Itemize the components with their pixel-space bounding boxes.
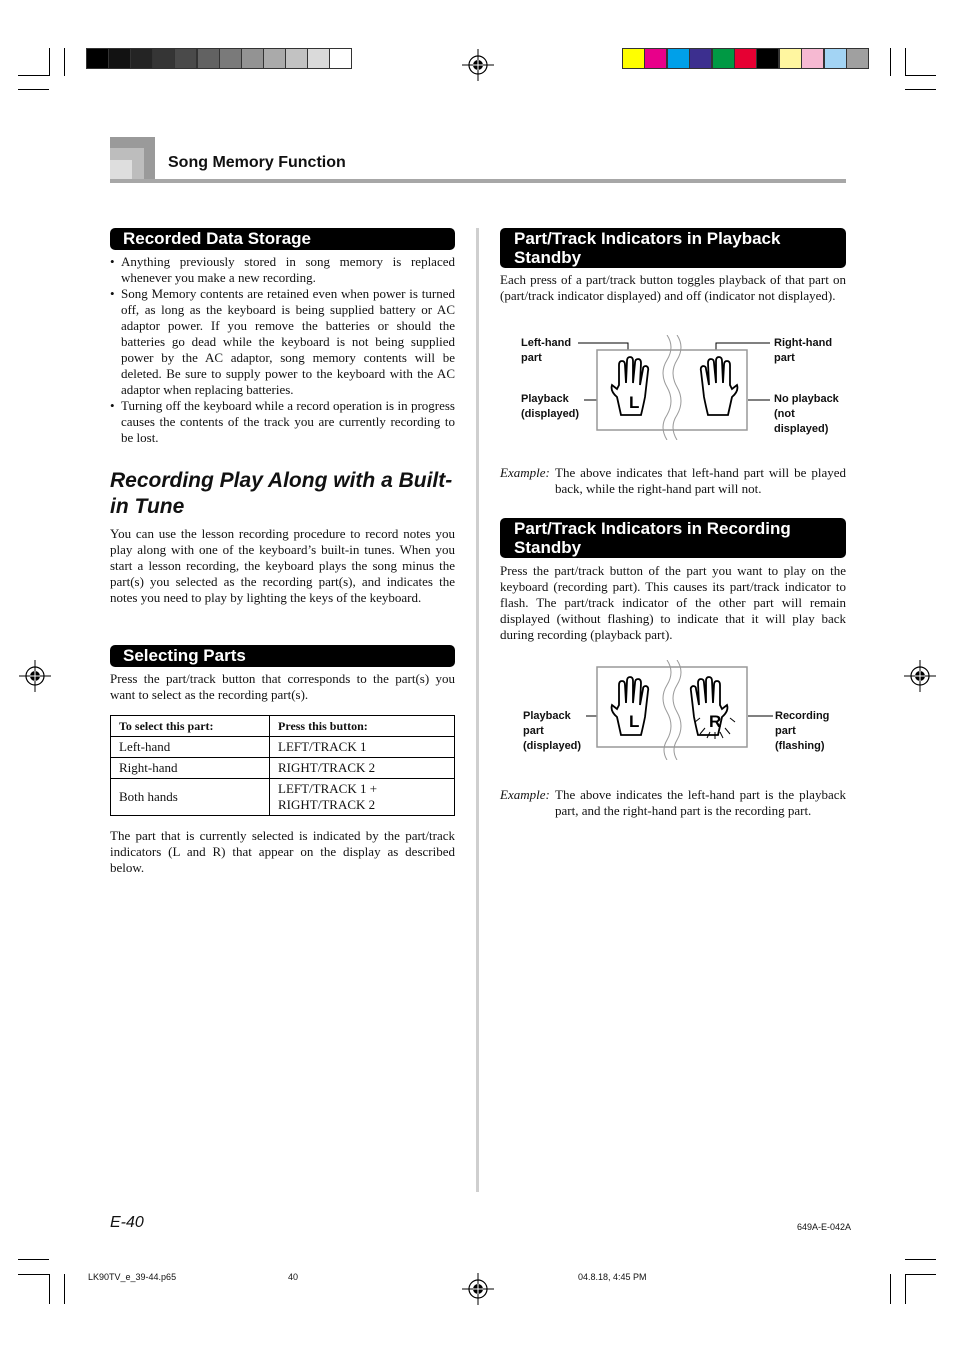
table-row (111, 737, 455, 758)
right-hand-part-label (774, 336, 832, 366)
section-heading-playback-standby (500, 228, 846, 268)
section-heading-selecting-parts: Selecting Parts (110, 645, 455, 667)
recording-example (500, 787, 846, 837)
title-line: in Tune (110, 495, 185, 518)
color-swatch (846, 48, 869, 69)
color-swatch (689, 48, 712, 69)
gray-swatch (174, 48, 197, 69)
playback-body: Each press of a part/track button toggles playback of that part on (part/track indicator displayed) and off (indicator not displayed). (500, 272, 846, 303)
label-line: part (774, 352, 795, 364)
color-swatch (801, 48, 824, 69)
label-line: Right-hand (774, 337, 833, 349)
gray-swatch (307, 48, 330, 69)
recording-display-illustration (570, 660, 775, 760)
table-cell-line: RIGHT/TRACK 2 (278, 797, 376, 812)
table-cell: Right-hand (111, 758, 270, 779)
table-cell: Both hands (111, 779, 270, 816)
section-title-play-along (110, 468, 460, 520)
recording-part-label (775, 709, 829, 754)
page-number: E-40 (110, 1214, 144, 1231)
color-swatch (644, 48, 667, 69)
chapter-title: Song Memory Function (168, 154, 346, 171)
table-cell: LEFT/TRACK 1 (270, 737, 455, 758)
gray-swatch (263, 48, 286, 69)
hand-letter-r: R (709, 712, 722, 731)
gray-swatch (86, 48, 109, 69)
table-cell (270, 779, 455, 816)
bullet-item: • Anything previously stored in song memory is replaced whenever you make a new recording. (110, 254, 455, 286)
label-line: Recording (775, 710, 830, 722)
table-cell-line: LEFT/TRACK 1 + (278, 781, 378, 796)
gray-swatch (219, 48, 242, 69)
label-line: part (521, 352, 542, 364)
playback-example (500, 465, 846, 499)
table-row (111, 758, 455, 779)
label-line: (displayed) (523, 740, 582, 752)
bullet-item: • Song Memory contents are retained even when power is turned off, as long as the keyboard is being supplied battery or AC adaptor power. If you remove the batteries or should the batteries go dead while the keyboard is not being supplied power by the AC adaptor, song memory contents will be deleted. Be sure to supply power to the keyboard with the AC adaptor when replacing batteries. (110, 286, 455, 398)
bullet-item: • Turning off the keyboard while a record operation is in progress causes the contents of the track you are currently recording to be lost. (110, 398, 455, 446)
table-header-cell: Press this button: (270, 716, 455, 737)
gray-swatch (130, 48, 153, 69)
print-timestamp: 04.8.18, 4:45 PM (578, 1272, 647, 1282)
color-swatch (756, 48, 779, 69)
recording-body: Press the part/track button of the part you want to play on the keyboard (recording part). This causes its part/track indicator to flash. The part/track indicator of the other part will remain displayed (without flashing) to indicate that it will play back during recording (playback part). (500, 563, 846, 642)
section-heading-recording-standby (500, 518, 846, 558)
example-label: Example: (500, 465, 550, 480)
heading-line: Standby (514, 538, 582, 557)
gray-swatch (108, 48, 131, 69)
left-hand-part-label (521, 336, 571, 366)
registration-target-left-icon (19, 660, 51, 692)
recorded-storage-bullets (110, 254, 455, 446)
registration-target-right-icon (904, 660, 936, 692)
playback-display-illustration (570, 335, 775, 440)
registration-target-bottom-icon (462, 1273, 494, 1305)
color-swatch (622, 48, 645, 69)
document-code: 649A-E-042A (797, 1222, 852, 1232)
color-swatch (779, 48, 802, 69)
part-button-table (110, 715, 455, 816)
example-text: The above indicates the left-hand part is the playback part, and the right-hand part is the recording part. (555, 787, 846, 818)
example-text: The above indicates that left-hand part will be played back, while the right-hand part will not. (555, 465, 846, 496)
play-along-body: You can use the lesson recording procedure to record notes you play along with one of the keyboard’s built-in tunes. When you start a lesson recording, the keyboard plays the song minus the part(s) you selected as the recording part(s), and indicates the notes you need to play by lighting the keys of the keyboard. (110, 526, 455, 605)
hand-letter-l: L (629, 393, 640, 412)
label-line: displayed) (774, 423, 829, 435)
hand-letter-l: L (629, 712, 640, 731)
column-divider (476, 228, 479, 1192)
gray-swatch (329, 48, 352, 69)
label-line: part (523, 725, 544, 737)
selecting-parts-body: Press the part/track button that corresponds to the part(s) you want to select as the recording part(s). (110, 671, 455, 702)
label-line: Playback (521, 393, 569, 405)
heading-line: Part/Track Indicators in Recording (514, 519, 791, 538)
label-line: (displayed) (521, 408, 580, 420)
color-swatch (734, 48, 757, 69)
file-page: 40 (288, 1272, 299, 1282)
gray-swatch (285, 48, 308, 69)
table-header-row (111, 716, 455, 737)
color-swatch (667, 48, 690, 69)
label-line: No playback (774, 393, 839, 405)
title-line: Recording Play Along with a Built- (110, 469, 453, 492)
heading-line: Standby (514, 248, 582, 267)
registration-target-top-icon (462, 49, 494, 81)
gray-swatch (152, 48, 175, 69)
table-cell: Left-hand (111, 737, 270, 758)
section-heading-recorded-data-storage: Recorded Data Storage (110, 228, 455, 250)
color-swatch (824, 48, 847, 69)
label-line: (not (774, 408, 795, 420)
table-header-cell: To select this part: (111, 716, 270, 737)
label-line: (flashing) (775, 740, 825, 752)
gray-swatch (241, 48, 264, 69)
label-line: Left-hand (521, 337, 572, 349)
label-line: part (775, 725, 796, 737)
file-name: LK90TV_e_39-44.p65 (88, 1272, 177, 1282)
header-rule (110, 179, 846, 183)
example-label: Example: (500, 787, 550, 802)
selecting-parts-after: The part that is currently selected is indicated by the part/track indicators (L and R) that appear on the display as described below. (110, 828, 455, 875)
gray-swatch (197, 48, 220, 69)
color-swatch (712, 48, 735, 69)
table-cell: RIGHT/TRACK 2 (270, 758, 455, 779)
table-row (111, 779, 455, 816)
label-line: Playback (523, 710, 571, 722)
no-playback-label (774, 392, 839, 437)
heading-line: Part/Track Indicators in Playback (514, 229, 781, 248)
